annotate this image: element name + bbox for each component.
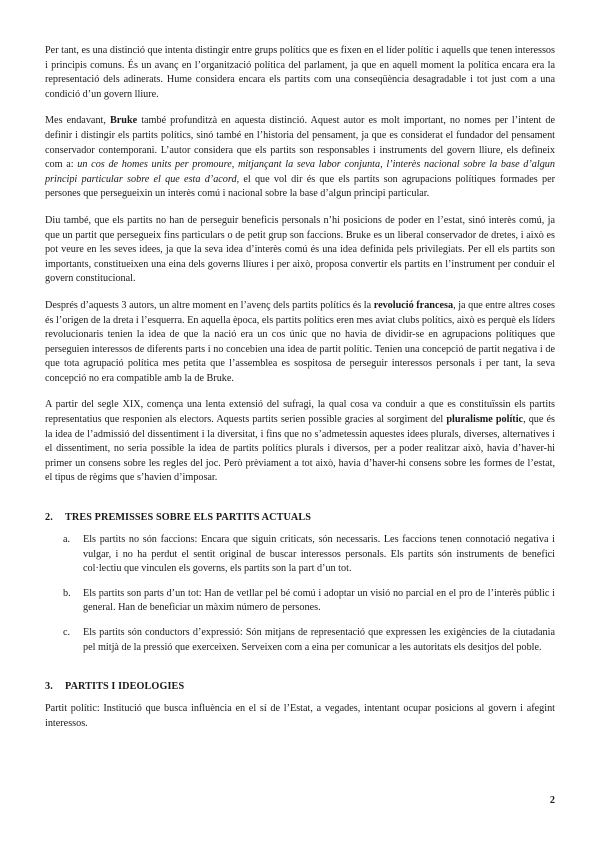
list-marker: a.: [63, 534, 71, 546]
page-number: 2: [549, 795, 555, 806]
pluralisme-politic-bold: pluralisme polític: [446, 414, 524, 426]
paragraph-4-text-c: , ja que entre altres coses és l’origen de la dreta i l’esquerra. En aquella època, els partits polítics eren mes aviat clubs polítics, això es perquè els líders revolucionaris tenien la idea de que la nació era un cos únic que no havia de dividir-se en agrupacions polítiques que perseguien interessos de diferents parts i no concebien una idea de partit polític. Tenien una concepció de partit negativa i de que tota agrupació política mes petita que l’assemblea es sospitosa de perseguir interessos personals i per tant, la seva concepció no era compatible amb la de Bruke.: [45, 299, 556, 384]
paragraph-5-text-c: , que és la idea de l’admissió del dissentiment i la diversitat, i fins que no s’admetessin aquestes idees plurals, diverses, alternatives i el dissentiment, no seria possible la idea de partits polítics plurals i diversos, per a poder realitzar això, havia d’haver-hi primer un consens sobre les regles del joc. Però prèviament a tot això, havia d’haver-hi consens sobre les formes de l’estat, el tipus de règims que s’havien d’imposar.: [45, 414, 556, 484]
paragraph-5: [45, 398, 555, 486]
paragraph-2-text-a: Mes endavant,: [45, 115, 110, 127]
list-item: [45, 626, 555, 655]
section-2-number: 2.: [45, 512, 53, 524]
paragraph-5-text-a: A partir del segle XIX, comença una lenta extensió del sufragi, la qual cosa va conduir a que es constituïssin els partits representatius que responien als electors. Aquests partits serien possible gracies al sorgiment del: [45, 399, 555, 426]
section-3-paragraph: Partit polític: Institució que busca influència en el sí de l’Estat, a vegades, intentant ocupar posicions al govern i afegint interessos.: [45, 703, 555, 729]
section-3-heading: [45, 681, 555, 692]
paragraph-4-text-a: Després d’aquests 3 autors, un altre moment en l’avenç dels partits polítics és la: [45, 299, 374, 311]
revolucio-francesa-bold: revolució francesa: [373, 299, 454, 311]
list-item-text: Els partits no són faccions: Encara que siguin criticats, són necessaris. Les faccions tenen connotació negativa i vulgar, i no ha perdut el sentit original de buscar interessos personals. Els partits són instruments de benefici col·lectiu que vinculen els governs, els partits son la part d’un tot.: [83, 534, 555, 575]
paragraph-3: Diu també, que els partits no han de perseguir beneficis personals n’hi posicions de poder en l’estat, sinó interès comú, ja que un partit que persegueix fins particulars o de petit grup son faccions. Bruke es un liberal conservador de dretes, i això es pot veure en les seves idees, ja que la seva idea d’interès comú és una idea definida pels privilegiats. Per ell els partits son importants, constitueixen una eina dels governs lliures i per això, proposa convertir els partits en l’instrument per conduir el govern constitucional.: [45, 214, 555, 285]
bruke-definition-quote: un cos de homes units per promoure, mitjançant la seva labor conjunta, l’interès nacional sobre la base d’algun principi particular sobre el que esta d’acord,: [45, 159, 555, 185]
section-2-title: TRES PREMISSES SOBRE ELS PARTITS ACTUALS: [65, 512, 312, 524]
section-2-heading: [45, 512, 555, 523]
list-item: [45, 533, 555, 577]
paragraph-1: Per tant, es una distinció que intenta distingir entre grups polítics que es fixen en el líder polític i aquells que tenen interessos i principis comuns. És un avanç en l’organització política del parlament, ja que en aquell moment la política encara era la representació dels adinerats. Hume considera encara els partits com una conseqüència desagradable i tot just com a una condició d’un govern lliure.: [45, 45, 555, 100]
list-marker: b.: [63, 587, 71, 599]
premises-list: [45, 533, 555, 655]
list-item-text: Els partits són conductors d’expressió: Són mitjans de representació que expressen les exigències de la ciutadania pel mitjà de la pressió que exerceixen. Serveixen com a eina per comunicar a les autoritats els desitjos del poble.: [83, 627, 555, 653]
bruke-bold: Bruke: [109, 115, 138, 127]
section-3-number: 3.: [45, 681, 53, 693]
list-marker: c.: [63, 627, 71, 638]
section-3-title: PARTITS I IDEOLOGIES: [65, 681, 185, 693]
paragraph-4: [45, 299, 555, 387]
paragraph-2-text-e: el que vol dir és que els partits son agrupacions polítiques formades per persones que persegueixin un interès comú i nacional sobre la base d’algun principi particular.: [45, 173, 556, 200]
paragraph-2-text-c: també profunditzà en aquesta distinció. Aquest autor es molt important, no nomes per l’intent de definir i distingir els partits polítics, sinó també en l’historia del pensament, ja que es considerat el fundador del pensament conservador contemporani. L’autor considera que els partits son responsables i instruments del govern lliure, els defineix com a:: [45, 115, 555, 171]
list-item: [45, 587, 555, 616]
page-content: [45, 44, 555, 743]
paragraph-2: [45, 114, 555, 202]
list-item-text: Els partits son parts d’un tot: Han de vetllar pel bé comú i adoptar un visió no parcial en el pro de l’interès públic i general. Han de beneficiar un màxim número de persones.: [83, 587, 555, 614]
